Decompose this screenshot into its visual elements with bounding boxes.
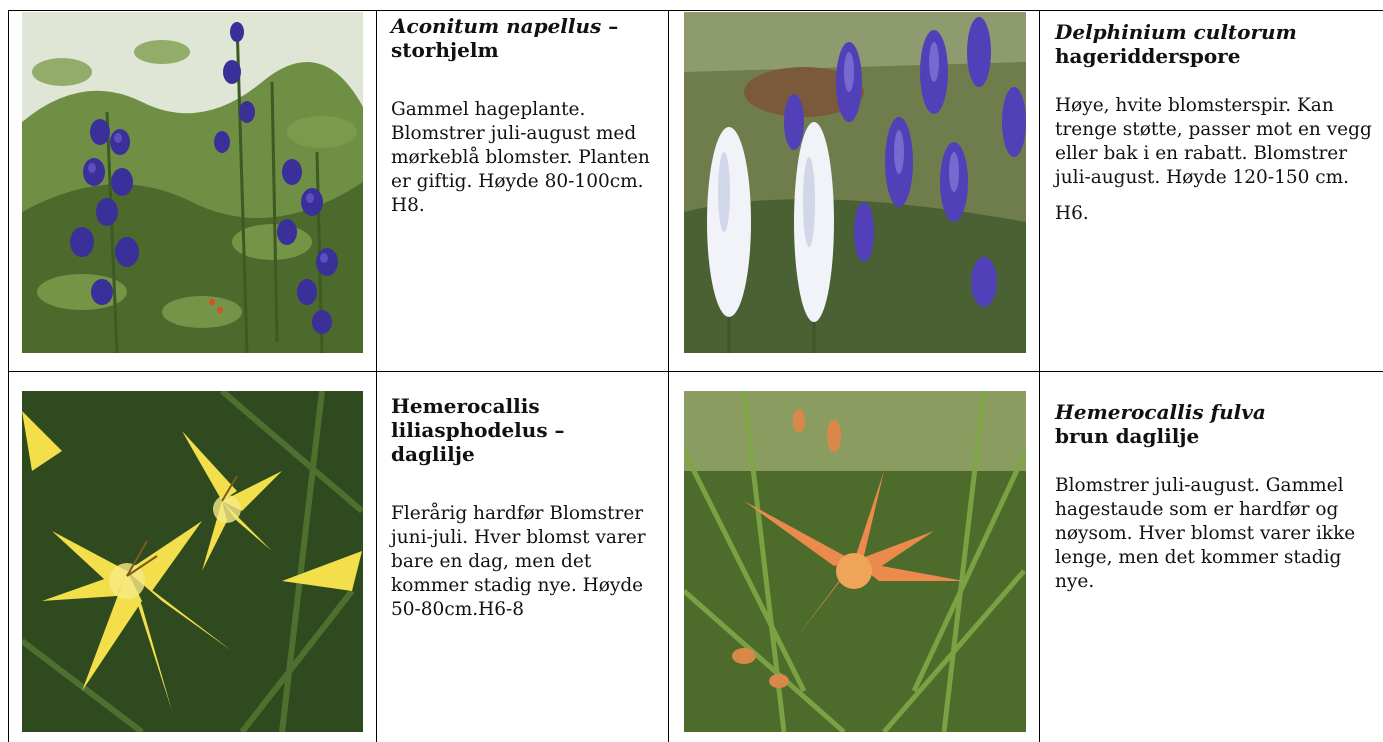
plant-description: Flerårig hardfør Blomstrer juni-juli. Hver blomst varer bare en dag, men det kommer stadig nye. Høyde 50-80cm.H6-8 <box>391 503 646 620</box>
monkshood-photo <box>22 12 363 353</box>
yellow-daylily-photo <box>22 391 363 732</box>
plant-description: Gammel hageplante. Blomstrer juli-august med mørkeblå blomster. Planten er giftig. Høyde 80-100cm. H8. <box>391 99 650 216</box>
common-name: storhjelm <box>391 38 499 62</box>
column-divider-2 <box>668 10 669 742</box>
column-divider-3 <box>1039 10 1040 742</box>
table-top-border <box>8 10 1383 11</box>
plant-title <box>391 14 661 62</box>
delphinium-photo <box>684 12 1026 353</box>
plant-cell-hemerocallis-lilio <box>391 394 661 622</box>
orange-daylily-photo <box>684 391 1026 732</box>
name-separator: – <box>547 418 565 442</box>
common-name: daglilje <box>391 442 475 466</box>
latin-name: Aconitum napellus <box>391 14 602 38</box>
latin-name: Hemerocallis liliasphodelus <box>391 394 548 442</box>
latin-name: Hemerocallis fulva <box>1055 400 1266 424</box>
plant-title <box>1055 400 1380 448</box>
column-divider-1 <box>376 10 377 742</box>
plant-title <box>391 394 661 466</box>
plant-cell-aconitum <box>391 14 661 218</box>
plant-cell-hemerocallis-fulva <box>1055 400 1380 594</box>
table-left-border <box>8 10 9 742</box>
table-row-divider <box>8 371 1383 372</box>
plant-cell-delphinium <box>1055 20 1380 226</box>
common-name: hageridderspore <box>1055 44 1241 68</box>
plant-description: Høye, hvite blomsterspir. Kan trenge støtte, passer mot en vegg eller bak i en rabatt. Blomstrer juli-august. Høyde 120-150 cm. <box>1055 95 1372 188</box>
latin-name: Delphinium cultorum <box>1055 20 1297 44</box>
plant-title <box>1055 20 1380 68</box>
common-name: brun daglilje <box>1055 424 1200 448</box>
plant-description: Blomstrer juli-august. Gammel hagestaude som er hardfør og nøysom. Hver blomst varer ikke lenge, men det kommer stadig nye. <box>1055 475 1356 592</box>
name-separator: – <box>601 14 619 38</box>
plant-hardiness: H6. <box>1055 203 1089 224</box>
